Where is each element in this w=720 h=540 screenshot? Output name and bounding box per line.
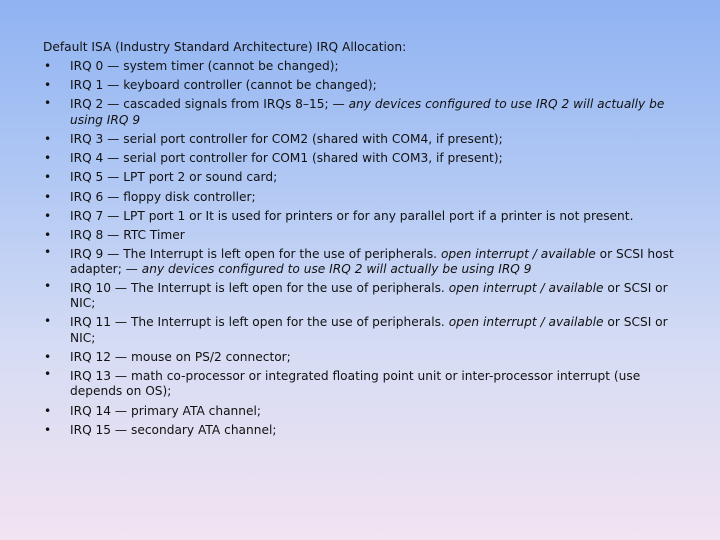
irq-description: primary ATA channel; — [130, 403, 261, 418]
irq-item-0 — [43, 57, 693, 76]
irq-description: secondary ATA channel; — [130, 422, 277, 437]
irq-description: serial port controller for COM1 (shared with COM3, if present); — [123, 151, 503, 166]
irq-dash: — — [111, 315, 131, 330]
irq-label: IRQ 7 — [70, 208, 104, 223]
bullet-icon: • — [44, 279, 52, 294]
irq-label: IRQ 9 — [70, 246, 104, 261]
irq-label: IRQ 10 — [70, 280, 112, 295]
irq-item-9 — [43, 245, 693, 279]
irq-description-2: or SCSI or NIC; — [70, 315, 668, 345]
bullet-icon: • — [44, 59, 52, 74]
irq-note: open interrupt / available — [448, 315, 604, 330]
bullet-icon: • — [44, 151, 52, 166]
irq-dash: — — [103, 131, 124, 146]
irq-item-11 — [43, 314, 693, 348]
irq-item-2 — [43, 96, 693, 130]
irq-dash: — — [103, 78, 124, 93]
bullet-icon: • — [44, 403, 52, 418]
irq-description: RTC Timer — [123, 227, 185, 242]
irq-item-13 — [43, 367, 693, 401]
irq-item-7 — [43, 207, 693, 226]
bullet-icon: • — [44, 170, 52, 185]
irq-dash: — — [103, 170, 124, 185]
irq-dash: — — [103, 246, 124, 261]
irq-description: math co-processor or integrated floating point unit or inter-processor interrupt (use depends on OS); — [70, 368, 641, 399]
irq-item-4 — [43, 149, 693, 168]
irq-description: The Interrupt is left open for the use of peripherals. — [123, 246, 441, 261]
irq-dash: — — [111, 368, 131, 383]
irq-dash: — — [103, 151, 124, 166]
irq-label: IRQ 1 — [70, 78, 104, 93]
bullet-icon: • — [44, 95, 52, 110]
irq-item-3 — [43, 130, 693, 149]
irq-description: cascaded signals from IRQs 8–15; — — [123, 97, 349, 112]
irq-note: open interrupt / available — [440, 246, 596, 261]
irq-description: The Interrupt is left open for the use of peripherals. — [130, 315, 449, 330]
irq-item-14 — [43, 402, 693, 421]
irq-item-12 — [43, 348, 693, 367]
irq-label: IRQ 12 — [70, 350, 112, 365]
irq-label: IRQ 11 — [70, 315, 112, 330]
irq-label: IRQ 0 — [70, 59, 104, 74]
bullet-icon: • — [44, 313, 52, 328]
irq-label: IRQ 2 — [70, 97, 104, 112]
bullet-icon: • — [44, 131, 52, 146]
irq-dash: — — [103, 189, 124, 204]
irq-description: system timer (cannot be changed); — [123, 59, 339, 74]
irq-description: serial port controller for COM2 (shared with COM4, if present); — [123, 131, 503, 146]
irq-label: IRQ 5 — [70, 170, 104, 185]
irq-description: keyboard controller (cannot be changed); — [123, 78, 377, 93]
irq-item-15 — [43, 421, 693, 440]
irq-label: IRQ 14 — [70, 403, 112, 418]
bullet-icon: • — [44, 78, 52, 93]
irq-label: IRQ 15 — [70, 422, 112, 437]
slide-content — [43, 38, 693, 440]
bullet-icon: • — [44, 422, 52, 437]
irq-dash: — — [111, 280, 131, 295]
irq-description-2: or SCSI host adapter; — — [70, 246, 674, 277]
irq-dash: — — [103, 208, 124, 223]
irq-note: any devices configured to use IRQ 2 will actually be using IRQ 9 — [70, 97, 665, 127]
bullet-icon: • — [44, 227, 52, 242]
irq-description: mouse on PS/2 connector; — [130, 350, 291, 365]
bullet-icon: • — [44, 245, 52, 260]
irq-dash: — — [111, 350, 131, 365]
irq-description: LPT port 1 or It is used for printers or for any parallel port if a printer is not present. — [123, 208, 634, 223]
irq-dash: — — [103, 97, 124, 112]
irq-dash: — — [111, 403, 131, 418]
irq-description: The Interrupt is left open for the use of peripherals. — [130, 280, 449, 295]
irq-description: LPT port 2 or sound card; — [123, 170, 278, 185]
irq-list — [43, 57, 693, 440]
irq-label: IRQ 6 — [70, 189, 104, 204]
irq-note: open interrupt / available — [448, 280, 604, 295]
irq-dash: — — [103, 59, 124, 74]
irq-item-10 — [43, 279, 693, 313]
irq-item-5 — [43, 168, 693, 187]
irq-item-6 — [43, 188, 693, 207]
bullet-icon: • — [44, 208, 52, 223]
bullet-icon: • — [44, 189, 52, 204]
irq-label: IRQ 3 — [70, 131, 104, 146]
irq-dash: — — [111, 422, 131, 437]
irq-item-1 — [43, 76, 693, 95]
irq-label: IRQ 4 — [70, 151, 104, 166]
irq-note-2: any devices configured to use IRQ 2 will actually be using IRQ 9 — [141, 262, 532, 277]
bullet-icon: • — [44, 367, 52, 382]
irq-description: floppy disk controller; — [123, 189, 256, 204]
slide-title: Default ISA (Industry Standard Architecture) IRQ Allocation: — [43, 40, 407, 54]
irq-dash: — — [103, 227, 124, 242]
irq-label: IRQ 8 — [70, 227, 104, 242]
irq-label: IRQ 13 — [70, 368, 112, 383]
irq-description-2: or SCSI or NIC; — [70, 280, 668, 311]
bullet-icon: • — [44, 350, 52, 365]
irq-item-8 — [43, 226, 693, 245]
